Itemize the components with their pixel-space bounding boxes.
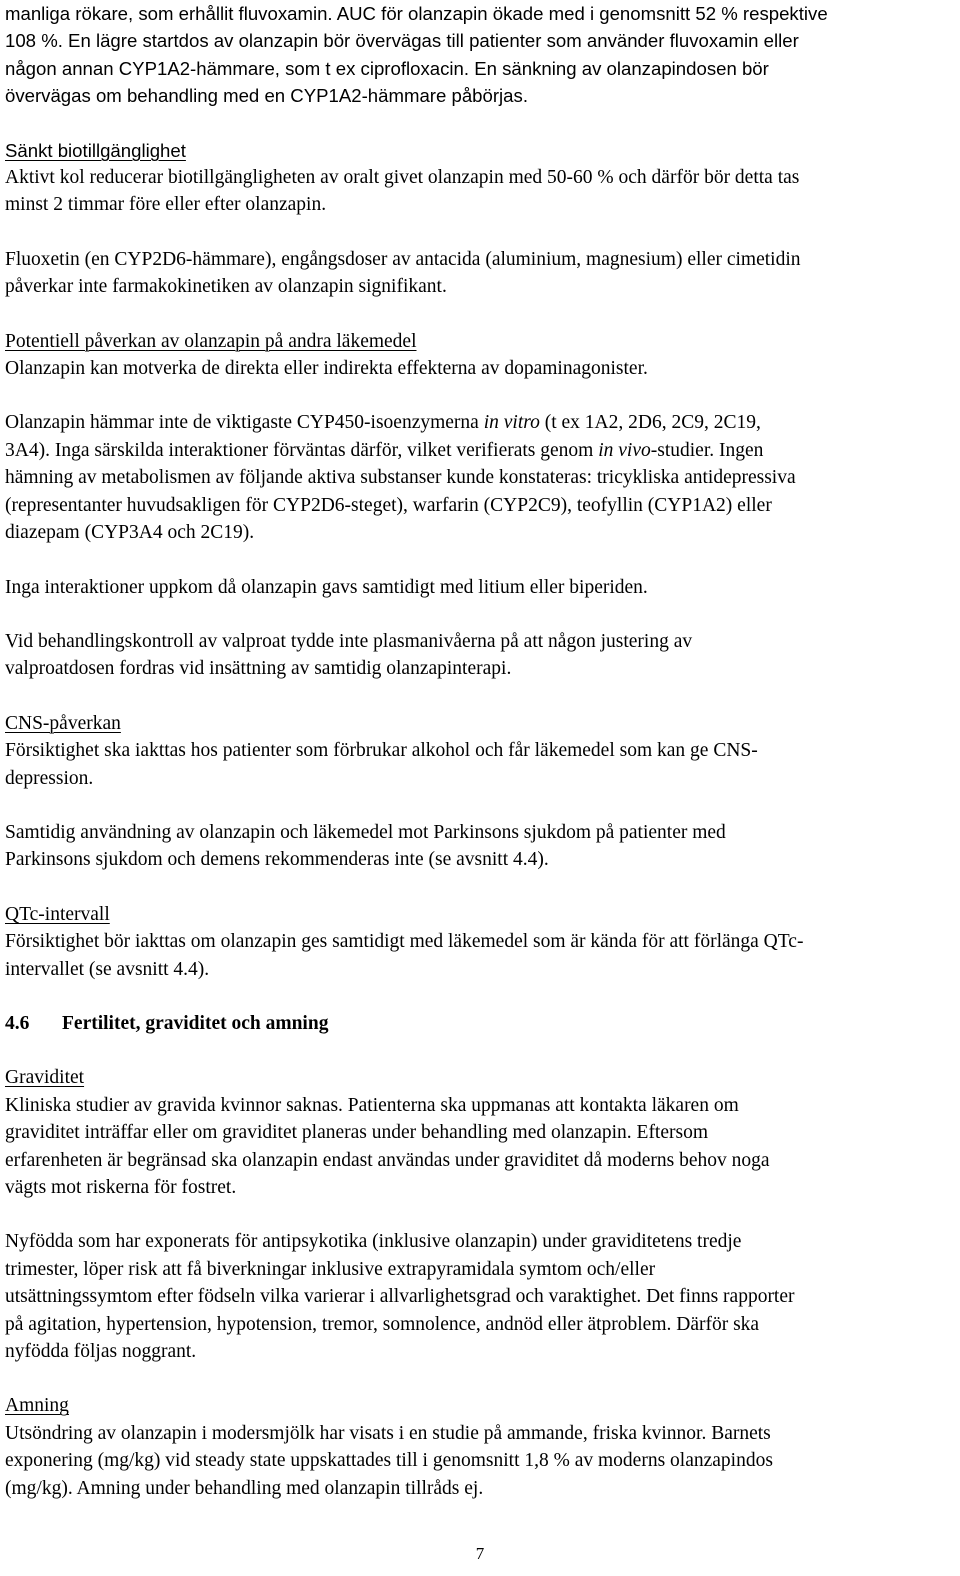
section-heading-4-6 [5, 1010, 955, 1037]
paragraph-graviditet [5, 1092, 955, 1202]
text-line [5, 412, 761, 433]
paragraph-amning [5, 1420, 955, 1502]
text-line: Försiktighet bör iakttas om olanzapin ges samtidigt med läkemedel som är kända för att förlänga QTc- [5, 931, 804, 953]
text-line: hämning av metabolismen av följande aktiva substanser kunde konstateras: tricykliska antidepressiva [5, 467, 796, 489]
text-line [5, 440, 763, 461]
italic-text: in vitro [483, 412, 540, 434]
text-run: -studier. Ingen [650, 439, 764, 461]
paragraph-valproat [5, 628, 955, 683]
section-number: 4.6 [5, 1012, 30, 1034]
paragraph-fluoxetin [5, 246, 955, 301]
text-line: Kliniska studier av gravida kvinnor saknas. Patienterna ska uppmanas att kontakta läkaren om [5, 1094, 739, 1116]
text-line: (representanter huvudsakligen för CYP2D6-steget), warfarin (CYP2C9), teofyllin (CYP1A2) eller [5, 494, 772, 516]
text-line: manliga rökare, som erhållit fluvoxamin. AUC för olanzapin ökade med i genomsnitt 52 % respektive [5, 3, 828, 24]
text-line: Aktivt kol reducerar biotillgängligheten av oralt givet olanzapin med 50-60 % och därför bör detta tas [5, 167, 800, 189]
heading-potentiell-paverkan: Potentiell påverkan av olanzapin på andra läkemedel [5, 330, 417, 352]
paragraph-parkinson [5, 819, 955, 874]
text-line: på agitation, hypertension, hypotension, tremor, somnolence, andnöd eller ätproblem. Därför ska [5, 1313, 760, 1335]
paragraph-litium: Inga interaktioner uppkom då olanzapin gavs samtidigt med litium eller biperiden. [5, 576, 648, 598]
heading-qtc-intervall: QTc-intervall [5, 903, 110, 925]
text-line: trimester, löper risk att få biverkningar inklusive extrapyramidala symtom och/eller [5, 1258, 656, 1280]
text-line: (mg/kg). Amning under behandling med olanzapin tillråds ej. [5, 1477, 484, 1499]
text-line: utsättningssymtom efter födseln vilka varierar i allvarlighetsgrad och varaktighet. Det finns rapporter [5, 1286, 795, 1308]
paragraph-cyp450 [5, 409, 955, 546]
text-line: graviditet inträffar eller om graviditet planeras under behandling med olanzapin. Eftersom [5, 1122, 709, 1144]
text-line: Samtidig användning av olanzapin och läkemedel mot Parkinsons sjukdom på patienter med [5, 821, 726, 843]
text-line: depression. [5, 767, 94, 789]
text-line: övervägas om behandling med en CYP1A2-hämmare påbörjas. [5, 85, 528, 107]
heading-graviditet: Graviditet [5, 1067, 85, 1089]
text-line: 108 %. En lägre startdos av olanzapin bör övervägas till patienter som använder fluvoxamin eller [5, 30, 799, 52]
text-line: exponering (mg/kg) vid steady state uppskattades till i genomsnitt 1,8 % av moderns olanzapindos [5, 1450, 773, 1472]
paragraph-dopaminagonister: Olanzapin kan motverka de direkta eller indirekta effekterna av dopaminagonister. [5, 358, 648, 380]
heading-sankt-biotillganglighet: Sänkt biotillgänglighet [5, 139, 186, 161]
paragraph-aktivt-kol [5, 164, 955, 219]
text-line: intervallet (se avsnitt 4.4). [5, 958, 210, 980]
text-line: Nyfödda som har exponerats för antipsykotika (inklusive olanzapin) under graviditetens tredje [5, 1231, 742, 1253]
italic-text: in vivo [598, 439, 651, 461]
text-run: Olanzapin hämmar inte de viktigaste CYP450-isoenzymerna [5, 412, 484, 434]
text-line: erfarenheten är begränsad ska olanzapin endast användas under graviditet då moderns behov noga [5, 1149, 770, 1171]
text-run: (t ex 1A2, 2D6, 2C9, 2C19, [539, 412, 761, 434]
text-line: någon annan CYP1A2-hämmare, som t ex ciprofloxacin. En sänkning av olanzapindosen bör [5, 57, 769, 79]
heading-cns-paverkan: CNS-påverkan [5, 712, 121, 734]
heading-amning: Amning [5, 1395, 69, 1417]
paragraph-qtc [5, 928, 955, 983]
section-title: Fertilitet, graviditet och amning [62, 1012, 329, 1034]
text-line: Försiktighet ska iakttas hos patienter som förbrukar alkohol och får läkemedel som kan ge CNS- [5, 740, 758, 762]
text-line: valproatdosen fordras vid insättning av samtidig olanzapinterapi. [5, 658, 512, 680]
text-line: påverkar inte farmakokinetiken av olanzapin signifikant. [5, 276, 447, 298]
text-line: Fluoxetin (en CYP2D6-hämmare), engångsdoser av antacida (aluminium, magnesium) eller cimetidin [5, 248, 801, 270]
paragraph-nyfodda [5, 1228, 955, 1365]
paragraph-cns [5, 737, 955, 792]
text-line: vägts mot riskerna för fostret. [5, 1177, 237, 1198]
text-line: Parkinsons sjukdom och demens rekommenderas inte (se avsnitt 4.4). [5, 849, 549, 871]
text-line: diazepam (CYP3A4 och 2C19). [5, 522, 255, 544]
text-line: Utsöndring av olanzapin i modersmjölk har visats i en studie på ammande, friska kvinnor. Barnets [5, 1422, 771, 1444]
paragraph-fluvoxamin [5, 0, 955, 110]
text-run: 3A4). Inga särskilda interaktioner förväntas därför, vilket verifierats genom [5, 439, 599, 461]
text-line: Vid behandlingskontroll av valproat tydde inte plasmanivåerna på att någon justering av [5, 630, 693, 652]
text-line: nyfödda följas noggrant. [5, 1341, 197, 1363]
page-number: 7 [475, 1544, 485, 1563]
document-page [5, 0, 955, 1502]
text-line: minst 2 timmar före eller efter olanzapin. [5, 194, 327, 216]
